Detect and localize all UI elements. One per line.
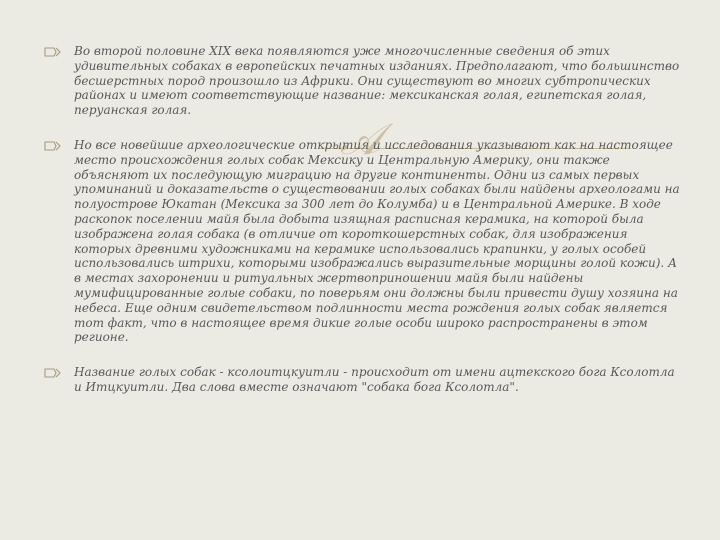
bullet-item (44, 365, 684, 395)
bullet-item (44, 44, 684, 118)
bullet-list (44, 44, 684, 415)
arrow-bullet-icon (44, 46, 62, 58)
bullet-item (44, 138, 684, 345)
decorative-flourish-icon: 𝒜 (340, 114, 382, 165)
arrow-bullet-icon (44, 140, 62, 152)
bullet-text: Название голых собак - ксолоитцкуитли - происходит от имени ацтекского бога Ксолотла и Итцкуитли. Два слова вместе означают "собака бога Ксолотла". (74, 365, 675, 394)
bullet-text: Но все новейшие археологические открытия и исследования указывают как на настоящее место происхождения голых собак Мексику и Центральную Америку, они также объясняют их последующую миграцию на другие континенты. Одни из самых первых упоминаний и доказательств о существовании голых собаках были найдены археологами на полуострове Юкатан (Мексика за 300 лет до Колумба) и в Центральной Америке. В ходе раскопок поселении майя была добыта изящная расписная керамика, на которой была изображена голая собака (в отличие от короткошерстных собак, для изображения которых древними художниками на керамике использовались крапинки, у голых особей использовались штрихи, которыми изображались выразительные морщины голой кожи). А в местах захоронении и ритуальных жертвоприношении майя были найдены мумифицированные голые собаки, по поверьям они должны были привести душу хозяина на небеса. Еще одним свидетельством подлинности места рождения голых собак является тот факт, что в настоящее время дикие голые особи широко распространены в этом регионе. (74, 137, 680, 345)
arrow-bullet-icon (44, 367, 62, 379)
bullet-text: Во второй половине XIX века появляются уже многочисленные сведения об этих удивительных собаках в европейских печатных изданиях. Предполагают, что большинство бесшерстных пород произошло из Африки. Они существуют во многих субтропических районах и имеют соответствующие название: мексиканская голая, египетская голая, перуанская голая. (74, 44, 680, 118)
